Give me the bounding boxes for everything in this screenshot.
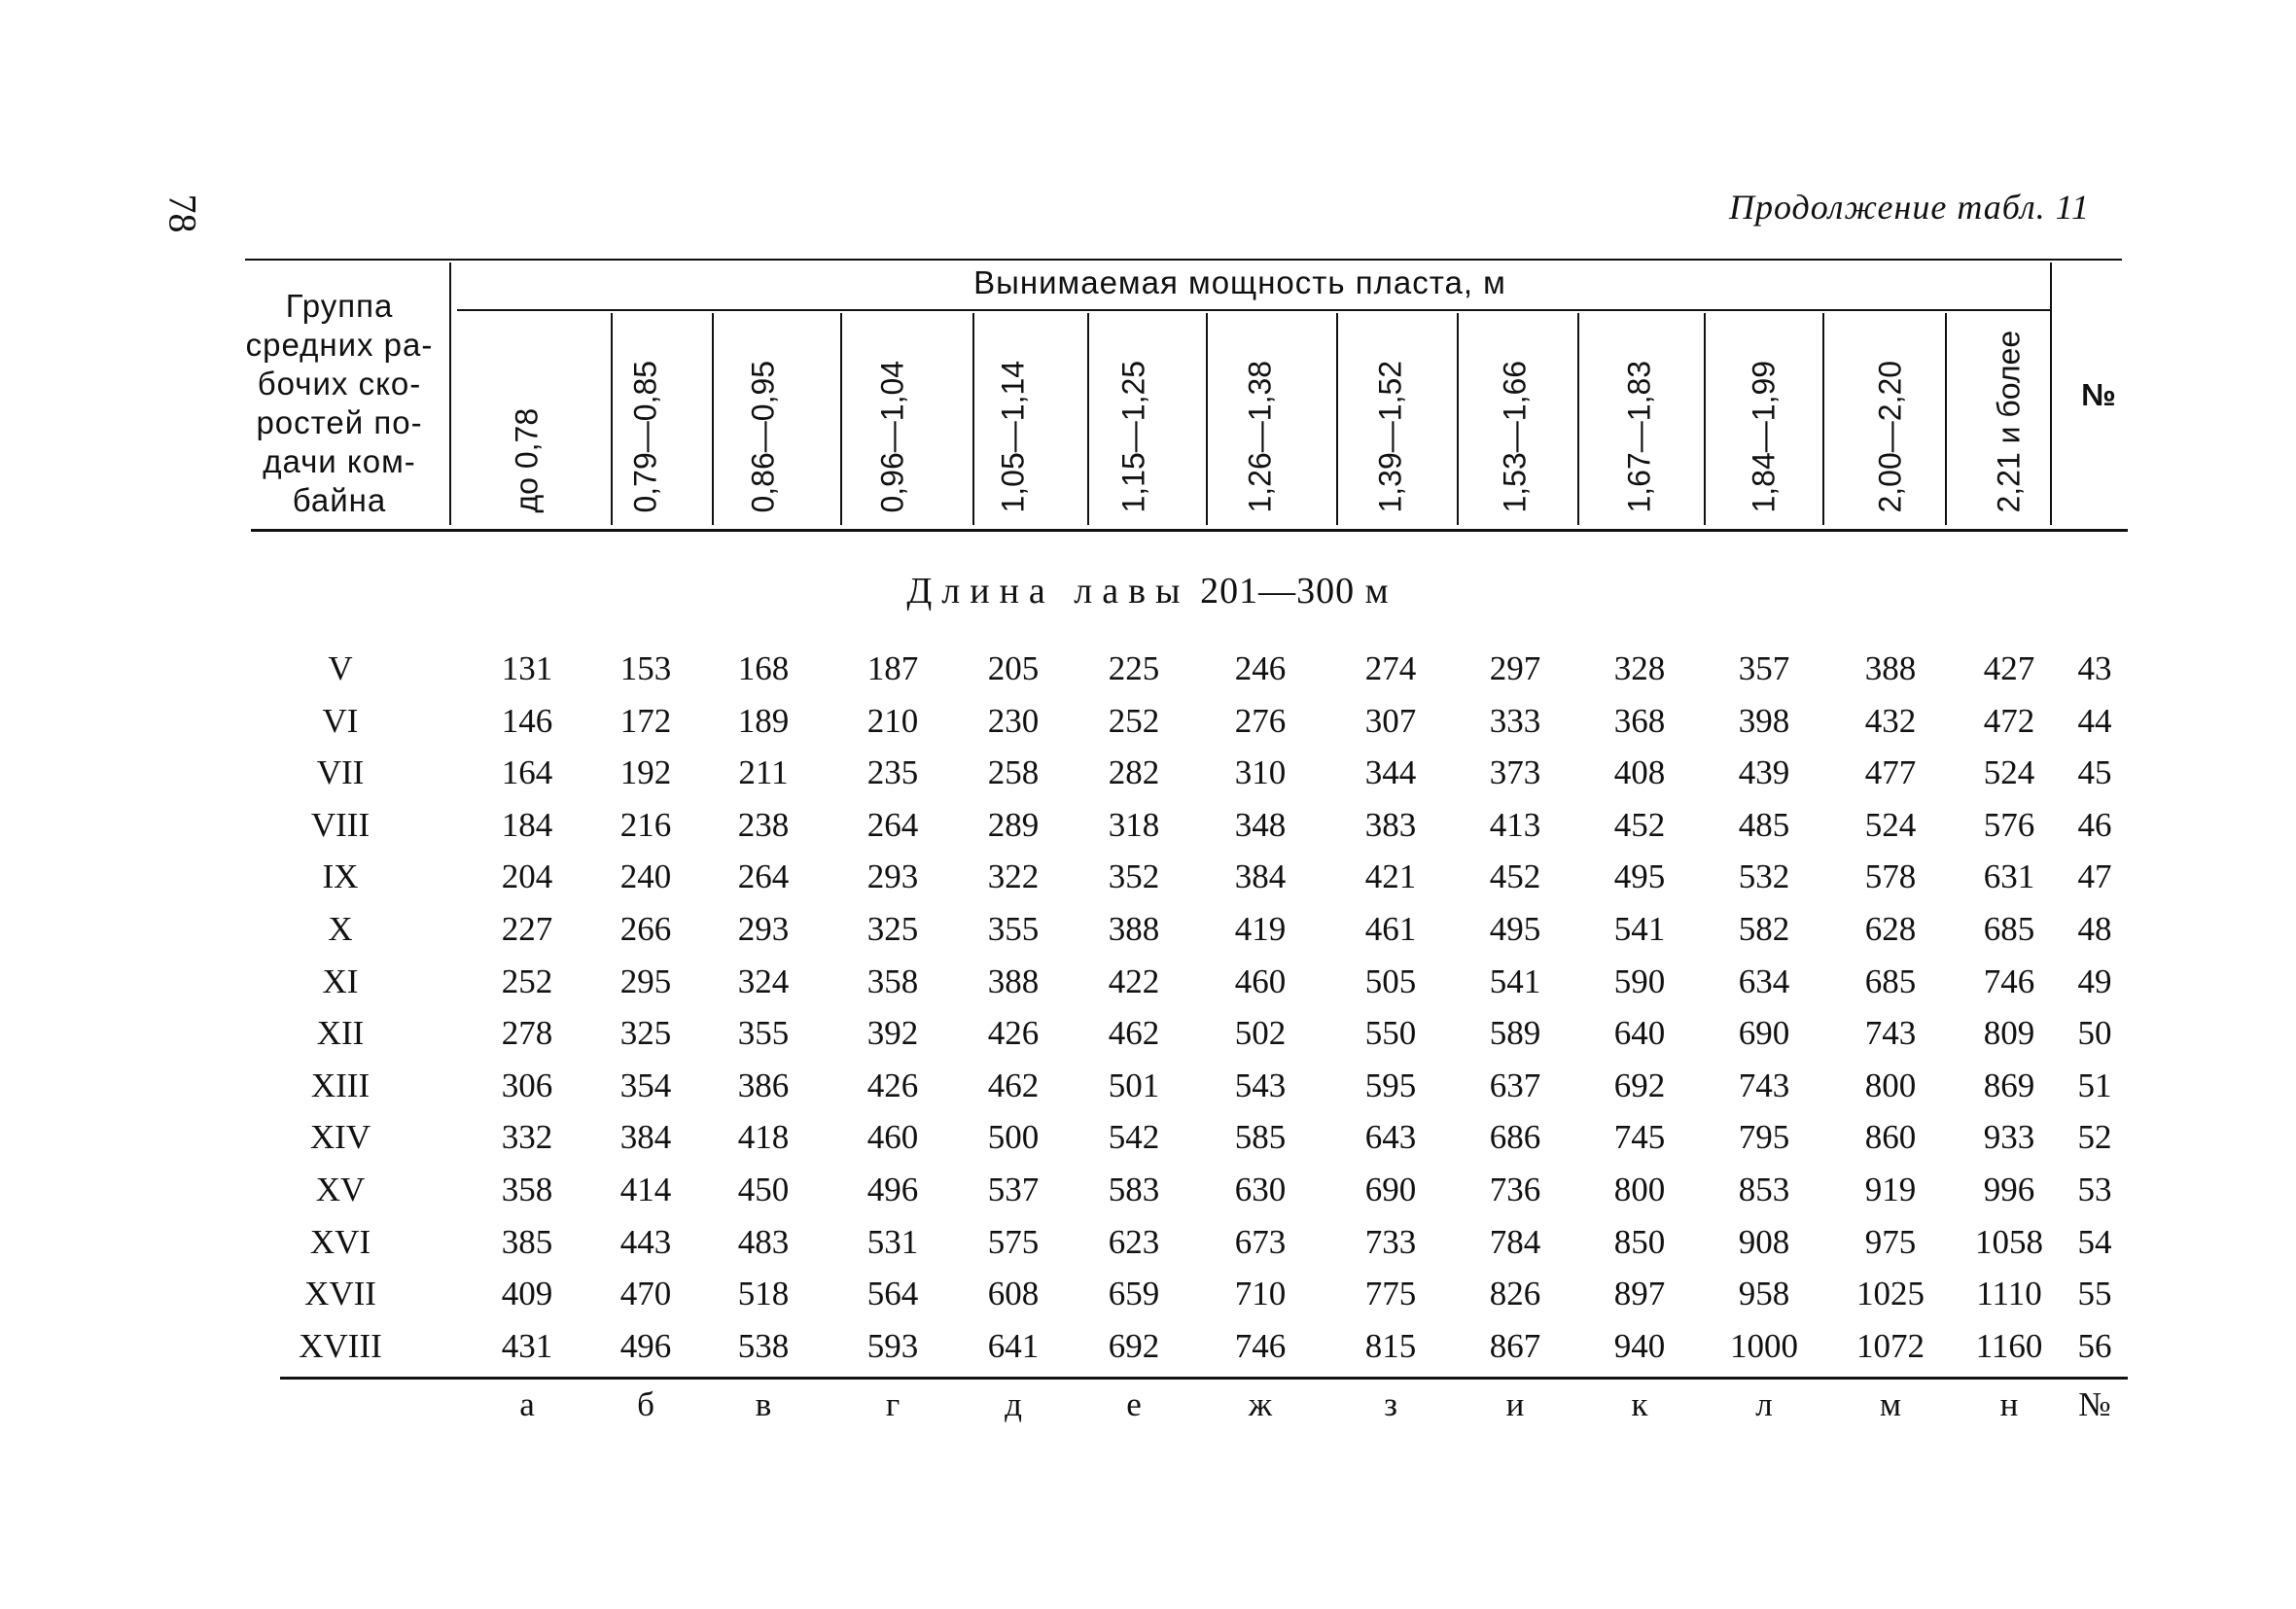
table-cell: 564 <box>866 1275 919 1313</box>
table-cell: 919 <box>1864 1171 1917 1208</box>
thickness-range-header <box>1980 323 2038 517</box>
table-cell: 413 <box>1489 805 1541 844</box>
table-cell: 426 <box>987 1014 1040 1053</box>
thickness-range-header <box>1861 323 1920 517</box>
table-cell: 1110 <box>1976 1275 2042 1313</box>
table-cell: 421 <box>1364 857 1417 896</box>
row-group-label: VIII <box>310 805 371 844</box>
table-cell: 358 <box>866 962 919 1000</box>
table-cell: 524 <box>1864 805 1917 844</box>
table-cell: 576 <box>1983 805 2035 844</box>
table-cell: 640 <box>1613 1014 1666 1053</box>
thickness-range-header <box>734 323 793 517</box>
table-cell: 216 <box>619 805 672 844</box>
table-cell: 532 <box>1738 857 1790 896</box>
row-group-label: XVII <box>304 1275 376 1313</box>
table-cell: 187 <box>866 649 919 687</box>
thickness-range-label: 1,05—1,14 <box>995 360 1031 513</box>
column-letter: е <box>1126 1385 1142 1423</box>
row-group-label: XII <box>316 1014 365 1053</box>
table-cell: 295 <box>619 962 672 1000</box>
table-cell: 426 <box>866 1066 919 1104</box>
row-group-label: XI <box>322 962 359 1000</box>
table-cell: 210 <box>866 701 919 740</box>
table-cell: 531 <box>866 1222 919 1261</box>
thickness-range-label: 1,39—1,52 <box>1372 360 1408 513</box>
table-cell: 659 <box>1108 1275 1160 1313</box>
table-cell: 933 <box>1983 1118 2035 1157</box>
table-cell: 685 <box>1864 962 1917 1000</box>
table-cell: 293 <box>866 857 919 896</box>
table-cell: 853 <box>1738 1171 1790 1208</box>
table-row <box>0 702 2296 752</box>
table-cell: 235 <box>866 753 919 792</box>
table-cell: 418 <box>737 1118 790 1157</box>
table-row <box>0 1067 2296 1117</box>
group-header-line: дачи ком- <box>263 443 416 479</box>
table-cell: 230 <box>987 701 1040 740</box>
table-cell: 582 <box>1738 910 1790 948</box>
table-row <box>0 962 2296 1013</box>
thickness-range-header <box>1361 323 1420 517</box>
table-cell: 264 <box>866 805 919 844</box>
thickness-range-label: 0,96—1,04 <box>874 360 910 513</box>
table-cell: 462 <box>987 1066 1040 1104</box>
table-cell: 168 <box>737 649 790 687</box>
table-cell: 537 <box>987 1171 1040 1208</box>
table-cell: 975 <box>1864 1222 1917 1261</box>
table-cell: 266 <box>619 910 672 948</box>
thickness-range-label: 2,21 и более <box>1991 330 2027 513</box>
group-column-divider <box>449 262 451 525</box>
table-cell: 310 <box>1234 753 1287 792</box>
table-cell: 172 <box>619 701 672 740</box>
row-number: 54 <box>2077 1222 2112 1261</box>
table-top-rule <box>245 259 2122 261</box>
table-cell: 293 <box>737 910 790 948</box>
row-number: 49 <box>2077 962 2112 1000</box>
table-cell: 355 <box>737 1014 790 1053</box>
table-row <box>0 857 2296 908</box>
table-cell: 246 <box>1234 649 1287 687</box>
header-column-divider <box>1945 313 1947 525</box>
table-row <box>0 910 2296 961</box>
table-cell: 630 <box>1234 1171 1287 1208</box>
table-cell: 344 <box>1364 753 1417 792</box>
thickness-range-label: 0,79—0,85 <box>627 360 663 513</box>
row-number: 56 <box>2077 1326 2112 1365</box>
table-cell: 641 <box>987 1326 1040 1365</box>
table-cell: 450 <box>737 1171 790 1208</box>
table-cell: 746 <box>1983 962 2035 1000</box>
table-cell: 958 <box>1738 1275 1790 1313</box>
table-cell: 775 <box>1364 1275 1417 1313</box>
table-cell: 826 <box>1489 1275 1541 1313</box>
group-header-line: байна <box>292 482 387 518</box>
column-letter: в <box>755 1385 772 1423</box>
column-letter: а <box>519 1385 535 1423</box>
table-cell: 328 <box>1613 649 1666 687</box>
thickness-title: Вынимаемая мощность пласта, м <box>973 264 1506 300</box>
table-cell: 432 <box>1864 701 1917 740</box>
table-cell: 184 <box>501 805 553 844</box>
column-letter: г <box>885 1385 901 1423</box>
table-cell: 384 <box>1234 857 1287 896</box>
table-cell: 485 <box>1738 805 1790 844</box>
table-row <box>0 1171 2296 1221</box>
column-letter: д <box>1005 1385 1022 1423</box>
table-cell: 538 <box>737 1326 790 1365</box>
table-row <box>0 806 2296 857</box>
header-column-divider <box>712 313 714 525</box>
row-number: 53 <box>2077 1171 2112 1208</box>
table-cell: 541 <box>1489 962 1541 1000</box>
table-cell: 452 <box>1489 857 1541 896</box>
thickness-range-header <box>617 323 675 517</box>
header-column-divider <box>840 313 842 525</box>
group-header-line: ростей по- <box>256 404 423 440</box>
table-cell: 795 <box>1738 1118 1790 1157</box>
table-cell: 192 <box>619 753 672 792</box>
row-group-label: X <box>328 910 353 948</box>
row-group-label: VII <box>316 753 365 792</box>
table-cell: 131 <box>501 649 553 687</box>
table-cell: 733 <box>1364 1222 1417 1261</box>
thickness-range-header <box>984 323 1042 517</box>
column-letter: к <box>1631 1385 1648 1423</box>
header-column-divider <box>1087 313 1089 525</box>
table-cell: 495 <box>1613 857 1666 896</box>
group-column-header <box>233 287 445 520</box>
table-row <box>0 1118 2296 1169</box>
table-cell: 368 <box>1613 701 1666 740</box>
table-cell: 501 <box>1108 1066 1160 1104</box>
table-cell: 690 <box>1364 1171 1417 1208</box>
table-cell: 289 <box>987 805 1040 844</box>
header-column-divider <box>611 313 613 525</box>
table-cell: 541 <box>1613 910 1666 948</box>
table-cell: 578 <box>1864 857 1917 896</box>
table-cell: 502 <box>1234 1014 1287 1053</box>
table-cell: 357 <box>1738 649 1790 687</box>
table-cell: 225 <box>1108 649 1160 687</box>
row-group-label: XVI <box>309 1222 371 1261</box>
table-cell: 264 <box>737 857 790 896</box>
table-cell: 388 <box>987 962 1040 1000</box>
row-number: 44 <box>2077 701 2112 740</box>
table-cell: 452 <box>1613 805 1666 844</box>
table-cell: 745 <box>1613 1118 1666 1157</box>
table-cell: 593 <box>866 1326 919 1365</box>
table-cell: 439 <box>1738 753 1790 792</box>
thickness-range-label: 1,53—1,66 <box>1497 360 1533 513</box>
table-row <box>0 1014 2296 1065</box>
thickness-range-label: 1,67—1,83 <box>1621 360 1657 513</box>
table-cell: 333 <box>1489 701 1541 740</box>
header-column-divider <box>972 313 974 525</box>
table-row <box>0 649 2296 700</box>
table-cell: 590 <box>1613 962 1666 1000</box>
table-cell: 352 <box>1108 857 1160 896</box>
row-group-label: XIII <box>310 1066 371 1104</box>
row-group-label: XIV <box>309 1118 371 1157</box>
table-cell: 686 <box>1489 1118 1541 1157</box>
table-cell: 355 <box>987 910 1040 948</box>
table-cell: 274 <box>1364 649 1417 687</box>
thickness-range-header <box>1486 323 1544 517</box>
table-cell: 164 <box>501 753 553 792</box>
table-cell: 443 <box>619 1222 672 1261</box>
table-cell: 318 <box>1108 805 1160 844</box>
table-cell: 227 <box>501 910 553 948</box>
table-row <box>0 1327 2296 1378</box>
table-cell: 897 <box>1613 1275 1666 1313</box>
table-cell: 388 <box>1864 649 1917 687</box>
table-cell: 1160 <box>1975 1326 2043 1365</box>
table-cell: 348 <box>1234 805 1287 844</box>
table-cell: 307 <box>1364 701 1417 740</box>
table-cell: 908 <box>1738 1222 1790 1261</box>
column-letter: н <box>1999 1385 2019 1423</box>
table-cell: 500 <box>987 1118 1040 1157</box>
table-cell: 282 <box>1108 753 1160 792</box>
table-row <box>0 1223 2296 1274</box>
table-cell: 690 <box>1738 1014 1790 1053</box>
header-column-divider <box>1577 313 1579 525</box>
thickness-range-header <box>1105 323 1163 517</box>
section-title <box>0 570 2296 612</box>
table-cell: 414 <box>619 1171 672 1208</box>
thickness-range-label: 1,84—1,99 <box>1746 360 1782 513</box>
table-cell: 542 <box>1108 1118 1160 1157</box>
table-cell: 589 <box>1489 1014 1541 1053</box>
table-cell: 809 <box>1983 1014 2035 1053</box>
table-cell: 358 <box>501 1171 553 1208</box>
table-cell: 736 <box>1489 1171 1541 1208</box>
header-column-divider <box>1457 313 1459 525</box>
table-cell: 940 <box>1613 1326 1666 1365</box>
table-row <box>0 753 2296 804</box>
thickness-range-header <box>1610 323 1669 517</box>
table-cell: 637 <box>1489 1066 1541 1104</box>
section-title-prefix: Длина лавы <box>906 571 1190 612</box>
table-cell: 258 <box>987 753 1040 792</box>
table-cell: 1072 <box>1856 1326 1925 1365</box>
table-cell: 461 <box>1364 910 1417 948</box>
table-cell: 496 <box>866 1171 919 1208</box>
table-cell: 205 <box>987 649 1040 687</box>
table-cell: 472 <box>1983 701 2035 740</box>
table-cell: 462 <box>1108 1014 1160 1053</box>
table-cell: 427 <box>1983 649 2035 687</box>
table-cell: 398 <box>1738 701 1790 740</box>
footer-number-label: № <box>2078 1385 2111 1423</box>
section-title-value: 201—300 м <box>1200 571 1390 612</box>
table-cell: 800 <box>1864 1066 1917 1104</box>
table-cell: 324 <box>737 962 790 1000</box>
table-cell: 623 <box>1108 1222 1160 1261</box>
table-cell: 189 <box>737 701 790 740</box>
table-cell: 746 <box>1234 1326 1287 1365</box>
table-cell: 278 <box>501 1014 553 1053</box>
table-cell: 146 <box>501 701 553 740</box>
row-group-label: V <box>328 649 353 687</box>
table-cell: 477 <box>1864 753 1917 792</box>
table-cell: 860 <box>1864 1118 1917 1157</box>
table-cell: 673 <box>1234 1222 1287 1261</box>
table-cell: 325 <box>619 1014 672 1053</box>
table-cell: 408 <box>1613 753 1666 792</box>
table-cell: 332 <box>501 1118 553 1157</box>
table-cell: 628 <box>1864 910 1917 948</box>
table-cell: 204 <box>501 857 553 896</box>
column-letter: л <box>1755 1385 1773 1423</box>
table-cell: 211 <box>738 753 789 792</box>
header-bottom-rule <box>251 529 2128 532</box>
table-cell: 634 <box>1738 962 1790 1000</box>
table-cell: 385 <box>501 1222 553 1261</box>
column-letter-row <box>0 1385 2296 1434</box>
table-cell: 460 <box>866 1118 919 1157</box>
table-continuation-caption: Продолжение табл. 11 <box>1728 188 2090 227</box>
row-number: 50 <box>2077 1014 2112 1053</box>
thickness-range-label: до 0,78 <box>509 407 545 513</box>
table-cell: 409 <box>501 1275 553 1313</box>
group-header-line: бочих ско- <box>257 366 422 402</box>
table-cell: 550 <box>1364 1014 1417 1053</box>
table-cell: 685 <box>1983 910 2035 948</box>
table-cell: 867 <box>1489 1326 1541 1365</box>
header-column-divider <box>1336 313 1338 525</box>
table-cell: 325 <box>866 910 919 948</box>
header-column-divider <box>1206 313 1208 525</box>
table-cell: 392 <box>866 1014 919 1053</box>
group-header-line: средних ра- <box>245 327 434 363</box>
header-column-divider <box>1822 313 1824 525</box>
thickness-range-label: 0,86—0,95 <box>745 360 781 513</box>
thickness-range-label: 1,15—1,25 <box>1115 360 1151 513</box>
table-cell: 297 <box>1489 649 1541 687</box>
table-cell: 1000 <box>1730 1326 1798 1365</box>
table-cell: 784 <box>1489 1222 1541 1261</box>
thickness-range-header <box>1231 323 1289 517</box>
table-cell: 800 <box>1613 1171 1666 1208</box>
row-number: 43 <box>2077 649 2112 687</box>
table-cell: 608 <box>987 1275 1040 1313</box>
table-cell: 384 <box>619 1118 672 1157</box>
column-letter: б <box>637 1385 654 1423</box>
row-group-label: XV <box>315 1171 366 1208</box>
table-cell: 373 <box>1489 753 1541 792</box>
row-number: 55 <box>2077 1275 2112 1313</box>
column-letter: з <box>1384 1385 1397 1423</box>
table-cell: 643 <box>1364 1118 1417 1157</box>
table-cell: 388 <box>1108 910 1160 948</box>
thickness-range-header <box>864 323 922 517</box>
table-cell: 524 <box>1983 753 2035 792</box>
table-cell: 252 <box>1108 701 1160 740</box>
number-column-header: № <box>2081 377 2116 412</box>
table-cell: 505 <box>1364 962 1417 1000</box>
row-group-label: IX <box>322 857 359 896</box>
table-cell: 585 <box>1234 1118 1287 1157</box>
column-letter: ж <box>1248 1385 1273 1423</box>
table-cell: 710 <box>1234 1275 1287 1313</box>
thickness-range-label: 2,00—2,20 <box>1872 360 1908 513</box>
header-column-divider <box>1704 313 1706 525</box>
table-cell: 850 <box>1613 1222 1666 1261</box>
number-column-divider <box>2050 262 2052 525</box>
page-number: 78 <box>160 193 205 233</box>
table-cell: 692 <box>1108 1326 1160 1365</box>
table-cell: 383 <box>1364 805 1417 844</box>
table-cell: 354 <box>619 1066 672 1104</box>
table-cell: 470 <box>619 1275 672 1313</box>
table-cell: 422 <box>1108 962 1160 1000</box>
row-number: 47 <box>2077 857 2112 896</box>
table-cell: 496 <box>619 1326 672 1365</box>
table-cell: 543 <box>1234 1066 1287 1104</box>
table-cell: 692 <box>1613 1066 1666 1104</box>
row-number: 48 <box>2077 910 2112 948</box>
table-cell: 386 <box>737 1066 790 1104</box>
row-number: 46 <box>2077 805 2112 844</box>
row-number: 51 <box>2077 1066 2112 1104</box>
thickness-range-header <box>1735 323 1793 517</box>
table-cell: 1058 <box>1975 1222 2043 1261</box>
table-cell: 575 <box>987 1222 1040 1261</box>
table-cell: 495 <box>1489 910 1541 948</box>
row-number: 52 <box>2077 1118 2112 1157</box>
table-cell: 483 <box>737 1222 790 1261</box>
table-cell: 869 <box>1983 1066 2035 1104</box>
row-group-label: VI <box>322 701 359 740</box>
table-cell: 460 <box>1234 962 1287 1000</box>
row-group-label: XVIII <box>299 1326 382 1365</box>
table-cell: 431 <box>501 1326 553 1365</box>
table-cell: 252 <box>501 962 553 1000</box>
table-cell: 815 <box>1364 1326 1417 1365</box>
group-header-line: Группа <box>285 288 394 324</box>
thickness-range-header <box>498 323 556 517</box>
table-cell: 1025 <box>1856 1275 1925 1313</box>
table-cell: 583 <box>1108 1171 1160 1208</box>
table-cell: 153 <box>619 649 672 687</box>
column-letter: м <box>1879 1385 1902 1423</box>
table-row <box>0 1275 2296 1325</box>
table-cell: 240 <box>619 857 672 896</box>
column-letter: и <box>1505 1385 1525 1423</box>
row-number: 45 <box>2077 753 2112 792</box>
table-cell: 631 <box>1983 857 2035 896</box>
table-cell: 238 <box>737 805 790 844</box>
table-cell: 996 <box>1983 1171 2035 1208</box>
table-cell: 743 <box>1738 1066 1790 1104</box>
table-cell: 595 <box>1364 1066 1417 1104</box>
table-cell: 743 <box>1864 1014 1917 1053</box>
table-cell: 276 <box>1234 701 1287 740</box>
table-cell: 322 <box>987 857 1040 896</box>
table-cell: 518 <box>737 1275 790 1313</box>
thickness-range-label: 1,26—1,38 <box>1242 360 1278 513</box>
table-cell: 419 <box>1234 910 1287 948</box>
table-cell: 306 <box>501 1066 553 1104</box>
